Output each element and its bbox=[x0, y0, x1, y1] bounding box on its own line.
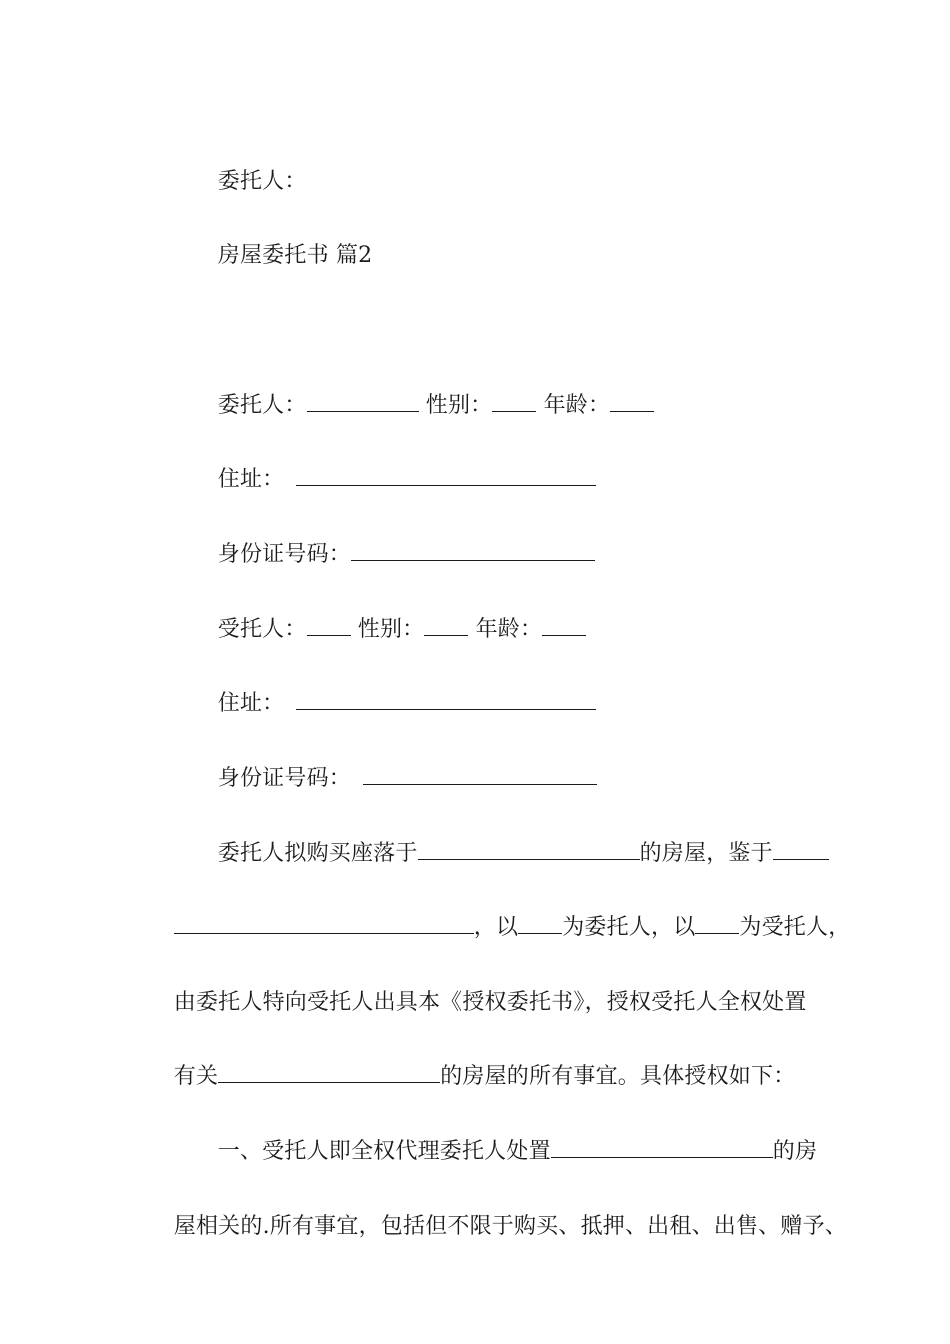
principal-role-blank bbox=[518, 915, 562, 934]
body-paragraph-line: 由委托人特向受托人出具本《授权委托书》，授权受托人全权处置 bbox=[173, 990, 807, 1015]
clause-one-line: 屋相关的.所有事宜，包括但不限于购买、抵押、出租、出售、赠予、 bbox=[173, 1214, 847, 1239]
agent-address-line: 住址： bbox=[189, 659, 596, 749]
principal-name-blank bbox=[307, 393, 419, 412]
agent-info-line: 受托人： 性别： 年龄： bbox=[189, 585, 586, 675]
agent-name-blank bbox=[307, 617, 351, 636]
agent-gender-blank bbox=[424, 617, 468, 636]
agent-role-blank bbox=[695, 915, 739, 934]
agent-address-blank bbox=[296, 691, 596, 710]
reason-continued-blank bbox=[174, 915, 474, 934]
principal-id-blank bbox=[351, 542, 595, 561]
section-title: 房屋委托书 篇2 bbox=[217, 243, 373, 268]
principal-info-line: 委托人： 性别： 年龄： bbox=[189, 361, 654, 451]
body-paragraph-line: 委托人拟购买座落于 的房屋，鉴于 bbox=[189, 809, 829, 899]
principal-address-line: 住址： bbox=[189, 435, 596, 525]
body-paragraph-line: ，以 为委托人，以 为受托人， bbox=[145, 883, 850, 973]
agent-age-blank bbox=[542, 617, 586, 636]
principal-gender-blank bbox=[492, 393, 536, 412]
property-blank bbox=[218, 1064, 440, 1083]
principal-id-line: 身份证号码： bbox=[189, 510, 595, 600]
principal-address-blank bbox=[296, 467, 596, 486]
principal-age-blank bbox=[610, 393, 654, 412]
clause-one-line: 一、受托人即全权代理委托人处置 的房 bbox=[217, 1139, 818, 1164]
body-paragraph-line: 有关 的房屋的所有事宜。具体授权如下： bbox=[173, 1064, 796, 1089]
agent-id-line: 身份证号码： bbox=[189, 734, 597, 824]
property-location-blank bbox=[418, 841, 640, 860]
clause-property-blank bbox=[551, 1139, 773, 1158]
reason-blank bbox=[773, 841, 829, 860]
agent-id-blank bbox=[363, 766, 597, 785]
signature-label: 委托人： bbox=[217, 169, 307, 194]
